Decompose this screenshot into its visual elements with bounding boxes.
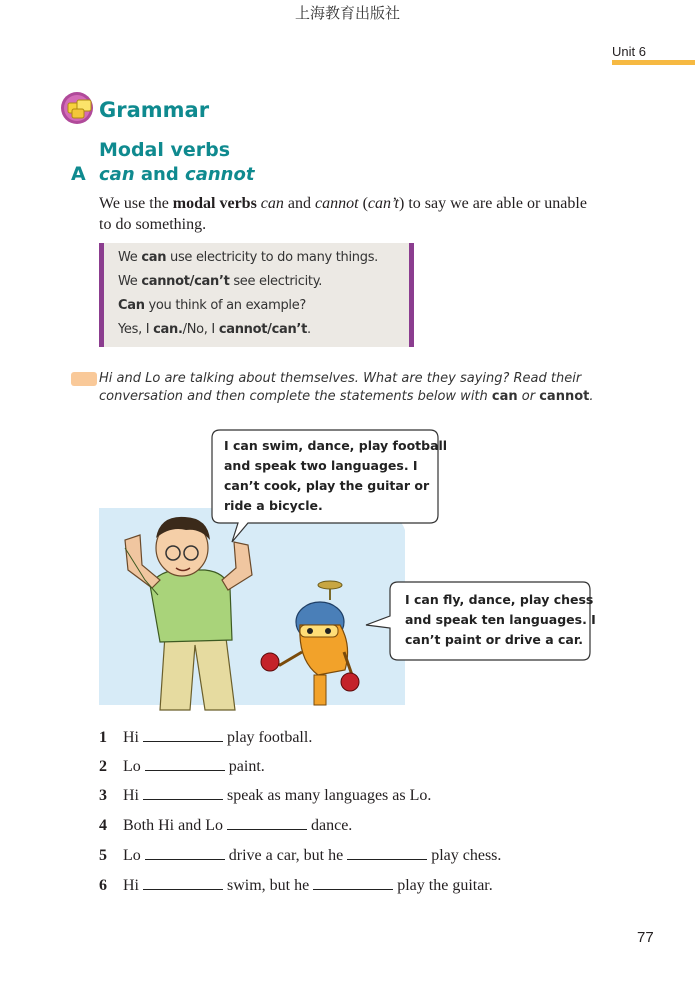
example-text: We [118, 250, 142, 265]
page-number: 77 [637, 929, 654, 946]
exercise-item [99, 877, 493, 895]
exercise-number: 5 [99, 847, 107, 864]
exercise-text: drive a car, but he [228, 847, 344, 864]
speech-line: can’t cook, play the guitar or [224, 478, 430, 493]
section-title: Grammar [99, 98, 210, 122]
answer-blank[interactable] [227, 817, 307, 830]
speech-line: can’t paint or drive a car. [405, 632, 583, 647]
exercise-text: play chess. [431, 847, 502, 864]
publisher-header: 上海教育出版社 [294, 4, 400, 22]
instruction-part: or [517, 389, 540, 404]
exercise-text: Both Hi and Lo [123, 817, 223, 834]
speech-line: ride a bicycle. [224, 498, 323, 513]
unit-underline [612, 60, 695, 65]
lo-speech-text [405, 590, 596, 650]
exercise-text: swim, but he [227, 877, 310, 894]
example-line [118, 322, 311, 337]
exercise-item [99, 847, 501, 865]
exercise-number: 6 [99, 877, 107, 894]
exercise-number: 2 [99, 758, 107, 775]
answer-blank[interactable] [143, 787, 223, 800]
intro-text: and [283, 195, 316, 212]
example-line [118, 250, 378, 265]
answer-blank[interactable] [143, 729, 223, 742]
exercise-item [99, 787, 431, 805]
exercise-number: 4 [99, 817, 107, 834]
example-text: you think of an example? [144, 298, 307, 313]
subtitle-cannot: cannot [185, 164, 255, 185]
hi-speech-text [224, 436, 447, 516]
instruction-text [99, 370, 599, 406]
intro-italic: cannot [315, 195, 359, 212]
example-bold: cannot/can’t [218, 322, 307, 337]
answer-blank[interactable] [143, 877, 223, 890]
speech-line: and speak ten languages. I [405, 612, 596, 627]
subtitle-and: and [134, 164, 186, 185]
example-text: We [118, 274, 142, 289]
speech-line: I can fly, dance, play chess [405, 592, 594, 607]
illustration-background [99, 508, 405, 705]
exercise-text: paint. [228, 758, 265, 775]
exercise-text: Hi [123, 729, 139, 746]
intro-text: ( [358, 195, 368, 212]
example-line [118, 274, 322, 289]
intro-italic: can [260, 195, 284, 212]
example-text: /No, I [182, 322, 219, 337]
exercise-text: dance. [311, 817, 353, 834]
speech-line: I can swim, dance, play football [224, 438, 448, 453]
example-text: see electricity. [229, 274, 323, 289]
intro-bold: modal verbs [172, 195, 257, 212]
exercise-text: speak as many languages as Lo. [227, 787, 432, 804]
exercise-text: Lo [123, 847, 141, 864]
example-text: use electricity to do many things. [166, 250, 378, 265]
instruction-tab [71, 372, 97, 386]
exercise-item [99, 758, 265, 776]
answer-blank[interactable] [347, 847, 427, 860]
speech-line: and speak two languages. I [224, 458, 418, 473]
topic-heading: Modal verbs [99, 139, 231, 161]
example-bold: cannot/can’t [141, 274, 230, 289]
subtitle-can: can [99, 164, 135, 185]
instruction-bold: cannot [539, 389, 590, 404]
intro-italic: can’t [367, 195, 399, 212]
example-text: Yes, I [118, 322, 154, 337]
example-box [99, 243, 414, 347]
intro-text: We use the [99, 195, 173, 212]
exercise-text: Hi [123, 877, 139, 894]
unit-label: Unit 6 [612, 44, 646, 59]
grammar-icon [60, 91, 98, 125]
answer-blank[interactable] [145, 758, 225, 771]
example-line [118, 298, 306, 313]
exercise-text: play the guitar. [397, 877, 493, 894]
exercise-item [99, 817, 352, 835]
exercise-number: 3 [99, 787, 107, 804]
example-text: . [306, 322, 311, 337]
exercise-text: Hi [123, 787, 139, 804]
subsection-heading [99, 164, 254, 185]
exercise-text: play football. [227, 729, 313, 746]
example-bold: Can [118, 298, 145, 313]
section-letter: A [71, 163, 86, 185]
intro-paragraph [99, 193, 599, 235]
intro-text: ) to say we are able or unable to do something. [99, 195, 587, 233]
answer-blank[interactable] [145, 847, 225, 860]
exercise-number: 1 [99, 729, 107, 746]
instruction-part: Hi and Lo are talking about themselves. What are they saying? Read their conversation and then complete the statements below with [99, 371, 582, 404]
exercise-item [99, 729, 312, 747]
instruction-bold: can [491, 389, 518, 404]
answer-blank[interactable] [313, 877, 393, 890]
exercise-text: Lo [123, 758, 141, 775]
example-bold: can. [153, 322, 183, 337]
instruction-part: . [589, 389, 594, 404]
example-bold: can [141, 250, 167, 265]
